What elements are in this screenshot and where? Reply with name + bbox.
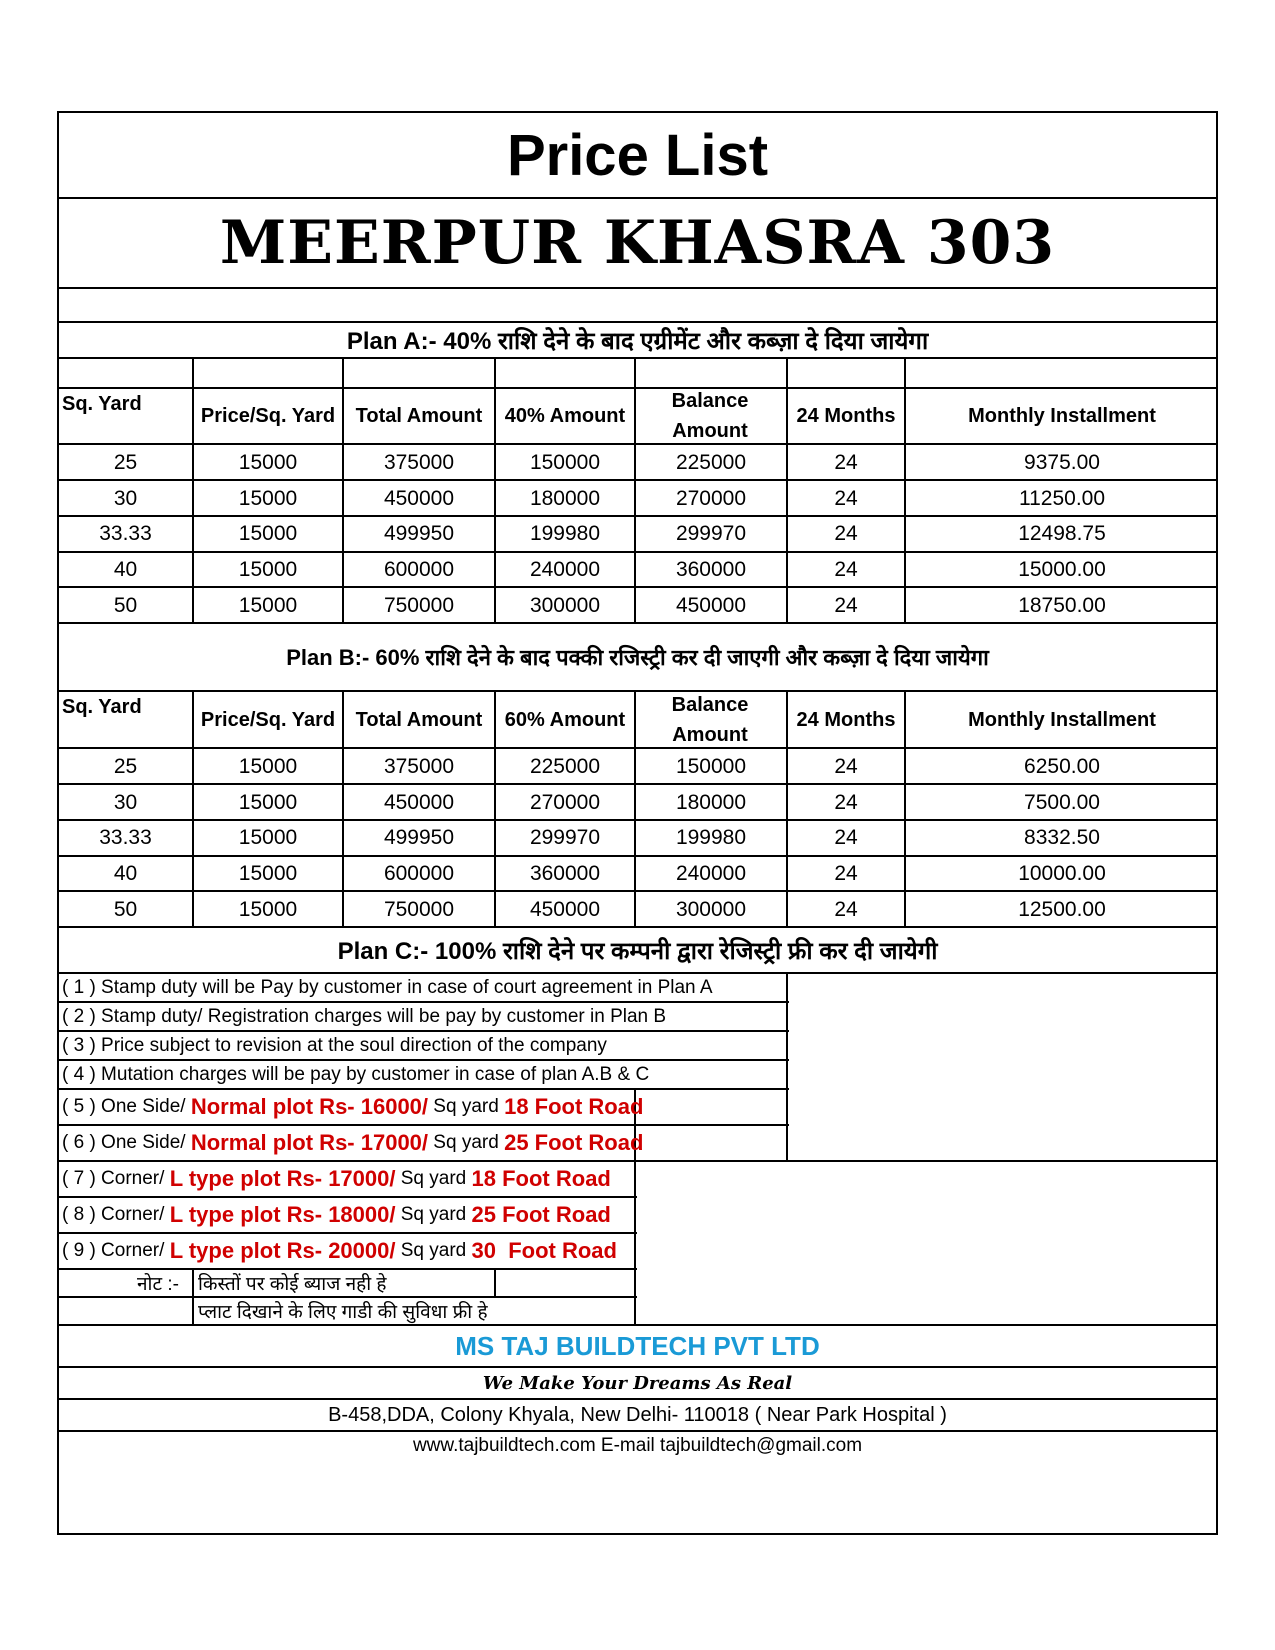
table-cell: 24 [834, 755, 858, 778]
table-cell: 450000 [383, 487, 455, 510]
col-header-total: Total Amount [355, 708, 483, 731]
col-header-balance: Balance Amount [671, 693, 749, 746]
table-cell: 600000 [383, 862, 455, 885]
note-corner-18000: ( 8 ) Corner/ L type plot Rs- 18000/ Sq yard 25 Foot Road [62, 1202, 611, 1227]
table-cell: 15000 [238, 451, 298, 474]
table-cell: 499950 [383, 522, 455, 545]
table-cell: 24 [834, 451, 858, 474]
note-corner-20000: ( 9 ) Corner/ L type plot Rs- 20000/ Sq yard 30 Foot Road [62, 1238, 617, 1263]
table-cell: 40 [113, 862, 138, 885]
col-header-percent: 40% Amount [504, 405, 626, 427]
table-cell: 7500.00 [1024, 791, 1100, 814]
col-header-percent: 60% Amount [504, 708, 626, 731]
table-cell: 24 [834, 594, 858, 617]
table-cell: 300000 [675, 898, 747, 921]
price-list-sheet [57, 111, 1218, 1535]
table-cell: 15000 [238, 755, 298, 778]
project-name: MEERPUR KHASRA 303 [219, 208, 1056, 278]
table-cell: 300000 [529, 594, 601, 617]
table-cell: 11250.00 [1018, 487, 1106, 510]
plan-a-heading: Plan A:- 40% राशि देने के बाद एग्रीमेंट और कब्ज़ा दे दिया जायेगा [346, 327, 929, 355]
col-header-price: Price/Sq. Yard [200, 708, 336, 731]
table-cell: 180000 [529, 487, 601, 510]
table-cell: 240000 [675, 862, 747, 885]
table-cell: 199980 [675, 826, 747, 849]
note-no-interest: किस्तों पर कोई ब्याज नही हे [198, 1274, 387, 1295]
col-header-installment: Monthly Installment [968, 708, 1156, 731]
note-registration-plan-b: ( 2 ) Stamp duty/ Registration charges will be pay by customer in Plan B [62, 1006, 667, 1027]
table-cell: 299970 [675, 522, 747, 545]
table-cell: 499950 [383, 826, 455, 849]
plan-b-heading: Plan B:- 60% राशि देने के बाद पक्की रजिस्ट्री कर दी जाएगी और कब्ज़ा दे दिया जायेगा [286, 645, 989, 670]
table-cell: 225000 [675, 451, 747, 474]
table-cell: 150000 [675, 755, 747, 778]
table-cell: 299970 [529, 826, 601, 849]
table-cell: 15000 [238, 594, 298, 617]
table-cell: 15000 [238, 898, 298, 921]
company-contact: www.tajbuildtech.com E-mail tajbuildtech@gmail.com [412, 1435, 863, 1456]
col-header-total: Total Amount [355, 405, 483, 427]
table-cell: 375000 [383, 755, 455, 778]
table-cell: 10000.00 [1018, 862, 1106, 885]
table-cell: 180000 [675, 791, 747, 814]
table-cell: 50 [113, 594, 138, 617]
table-cell: 12500.00 [1018, 898, 1106, 921]
table-cell: 24 [834, 826, 858, 849]
table-cell: 240000 [529, 558, 601, 581]
note-one-side-16000: ( 5 ) One Side/ Normal plot Rs- 16000/ Sq yard 18 Foot Road [62, 1094, 644, 1119]
table-cell: 33.33 [99, 826, 152, 849]
table-cell: 24 [834, 898, 858, 921]
plan-c-heading: Plan C:- 100% राशि देने पर कम्पनी द्वारा रेजिस्ट्री फ्री कर दी जायेगी [337, 937, 938, 965]
table-cell: 450000 [529, 898, 601, 921]
table-cell: 199980 [529, 522, 601, 545]
col-header-months: 24 Months [796, 405, 896, 427]
table-cell: 18750.00 [1018, 594, 1106, 617]
table-cell: 750000 [383, 594, 455, 617]
col-header-balance: Balance Amount [671, 390, 749, 442]
table-cell: 15000 [238, 522, 298, 545]
table-cell: 360000 [675, 558, 747, 581]
company-tagline: We Make Your Dreams As Real [482, 1372, 793, 1394]
table-cell: 15000 [238, 487, 298, 510]
col-header-price: Price/Sq. Yard [200, 405, 336, 427]
table-cell: 24 [834, 487, 858, 510]
note-corner-17000: ( 7 ) Corner/ L type plot Rs- 17000/ Sq yard 18 Foot Road [62, 1166, 611, 1191]
table-cell: 15000.00 [1018, 558, 1106, 581]
table-cell: 50 [113, 898, 138, 921]
note-price-revision: ( 3 ) Price subject to revision at the soul direction of the company [62, 1035, 607, 1056]
table-cell: 30 [113, 791, 138, 814]
table-cell: 24 [834, 558, 858, 581]
company-name: MS TAJ BUILDTECH PVT LTD [455, 1330, 820, 1361]
table-cell: 150000 [529, 451, 601, 474]
table-cell: 8332.50 [1024, 826, 1100, 849]
table-cell: 40 [113, 558, 138, 581]
table-cell: 30 [113, 487, 138, 510]
table-cell: 15000 [238, 558, 298, 581]
table-cell: 25 [113, 451, 138, 474]
col-header-months: 24 Months [796, 708, 896, 731]
col-header-sq-yard: Sq. Yard [62, 696, 142, 718]
col-header-sq-yard: Sq. Yard [62, 393, 142, 415]
table-cell: 6250.00 [1024, 755, 1100, 778]
table-cell: 15000 [238, 791, 298, 814]
table-cell: 450000 [383, 791, 455, 814]
table-cell: 270000 [529, 791, 601, 814]
note-label: नोट :- [137, 1274, 179, 1295]
note-free-vehicle: प्लाट दिखाने के लिए गाडी की सुविधा फ्री हे [198, 1302, 488, 1323]
note-stamp-duty-plan-a: ( 1 ) Stamp duty will be Pay by customer in case of court agreement in Plan A [62, 977, 713, 998]
page-title: Price List [506, 122, 769, 188]
table-cell: 600000 [383, 558, 455, 581]
table-cell: 24 [834, 522, 858, 545]
table-cell: 25 [113, 755, 138, 778]
note-one-side-17000: ( 6 ) One Side/ Normal plot Rs- 17000/ Sq yard 25 Foot Road [62, 1130, 644, 1155]
divider [59, 287, 1216, 289]
note-mutation-charges: ( 4 ) Mutation charges will be pay by customer in case of plan A.B & C [62, 1064, 650, 1085]
table-cell: 15000 [238, 862, 298, 885]
table-cell: 24 [834, 791, 858, 814]
table-cell: 24 [834, 862, 858, 885]
table-cell: 9375.00 [1024, 451, 1100, 474]
company-address: B-458,DDA, Colony Khyala, New Delhi- 110018 ( Near Park Hospital ) [328, 1403, 947, 1426]
table-cell: 360000 [529, 862, 601, 885]
table-cell: 450000 [675, 594, 747, 617]
table-cell: 270000 [675, 487, 747, 510]
table-cell: 750000 [383, 898, 455, 921]
col-header-installment: Monthly Installment [968, 405, 1156, 427]
table-cell: 12498.75 [1018, 522, 1106, 545]
table-cell: 15000 [238, 826, 298, 849]
table-cell: 375000 [383, 451, 455, 474]
table-cell: 33.33 [99, 522, 152, 545]
table-cell: 225000 [529, 755, 601, 778]
